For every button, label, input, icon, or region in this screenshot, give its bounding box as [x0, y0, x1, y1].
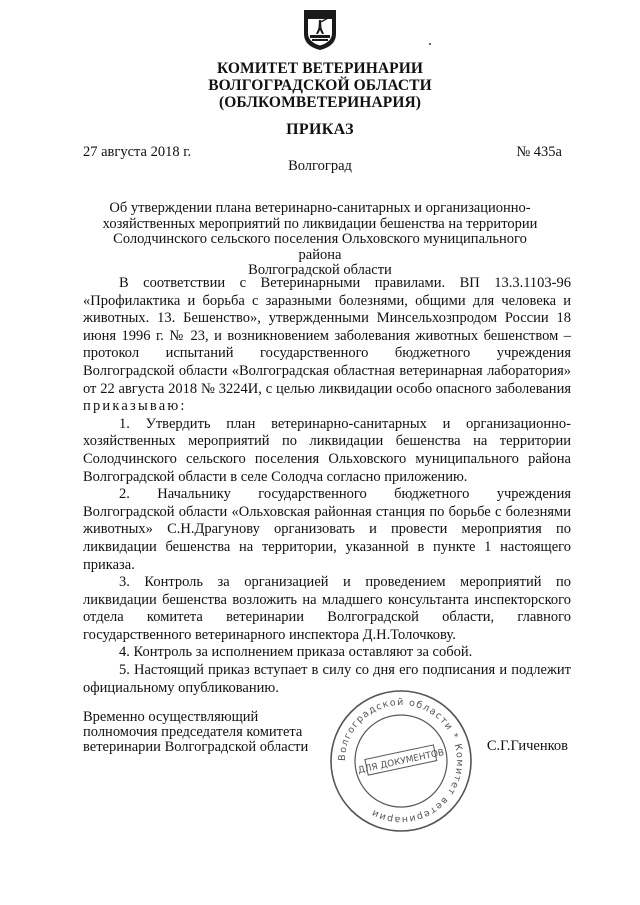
signer-name: С.Г.Гиченков: [486, 738, 568, 754]
organization-name-line1: КОМИТЕТ ВЕТЕРИНАРИИ: [216, 60, 424, 77]
document-header: [0, 60, 640, 139]
subject-line: Об утверждении плана ветеринарно-санитарных и организационно-: [109, 200, 531, 216]
document-body: [83, 275, 571, 697]
order-item-2: 2. Начальнику государственного бюджетного учреждения Волгоградской области «Ольховская районная станция по борьбе с болезнями животных» С.Н.Драгунову организовать и провести мероприятия по ликвидации бешенства на территории, указанной в пункте 1 настоящего приказа.: [83, 486, 571, 573]
organization-name-line2: ВОЛГОГРАДСКОЙ ОБЛАСТИ: [208, 77, 432, 94]
order-item-3: 3. Контроль за организацией и проведением мероприятий по ликвидации бешенства возложить на младшего консультанта инспекторского отдела комитета ветеринарии Волгоградской области, главного государственного ветеринарного инспектора Д.Н.Толочкову.: [83, 574, 571, 643]
order-item-5: 5. Настоящий приказ вступает в силу со дня его подписания и подлежит официальному опубликованию.: [83, 662, 571, 696]
document-city: Волгоград: [288, 158, 352, 174]
scan-speck: [429, 43, 431, 45]
signature-block: [83, 710, 323, 755]
signer-position-line2: полномочия председателя комитета: [83, 724, 303, 740]
subject-line: хозяйственных мероприятий по ликвидации бешенства на территории: [102, 215, 538, 232]
volgograd-coat-of-arms-icon: [302, 8, 338, 52]
order-item-4: 4. Контроль за исполнением приказа оставляют за собой.: [119, 644, 473, 661]
subject-line: Солодчинского сельского поселения Ольховского муниципального района: [113, 231, 527, 263]
official-stamp: [326, 686, 476, 836]
document-date: 27 августа 2018 г.: [83, 144, 192, 160]
preamble-paragraph: [83, 275, 571, 416]
order-word: приказываю:: [83, 398, 187, 415]
document-subject: [90, 201, 550, 279]
subject-line: Волгоградской области: [248, 262, 392, 278]
order-item-1: 1. Утвердить план ветеринарно-санитарных и организационно-хозяйственных мероприятий по ликвидации бешенства на территории Солодчинского сельского поселения Ольховского муниципального района Волгоградской области в селе Солодча согласно приложению.: [83, 415, 571, 485]
document-number: № 435а: [516, 144, 562, 160]
stamp-ring-text: Волгоградской области * Комитет ветеринарии: [336, 696, 466, 826]
preamble-text: В соответствии с Ветеринарными правилами. ВП 13.3.1103-96 «Профилактика и борьба с заразными болезнями, общими для человека и животных. 13. Бешенство», утвержденными Минсельхозпродом России 18 июня 1996 г. № 23, и возникновением заболевания животных бешенством – протокол испытаний государственного бюджетного учреждения Волгоградской области «Волгоградская областная ветеринарная лаборатория» от 22 августа 2018 № 3224И, с целью ликвидации особо опасного заболевания: [83, 275, 571, 397]
stamp-center-text: ДЛЯ ДОКУМЕНТОВ: [357, 747, 446, 777]
document-type: ПРИКАЗ: [286, 121, 354, 138]
organization-name-line3: (ОБЛКОМВЕТЕРИНАРИЯ): [218, 94, 422, 111]
signer-position-line1: Временно осуществляющий: [83, 709, 259, 725]
signer-position-line3: ветеринарии Волгоградской области: [83, 739, 309, 755]
